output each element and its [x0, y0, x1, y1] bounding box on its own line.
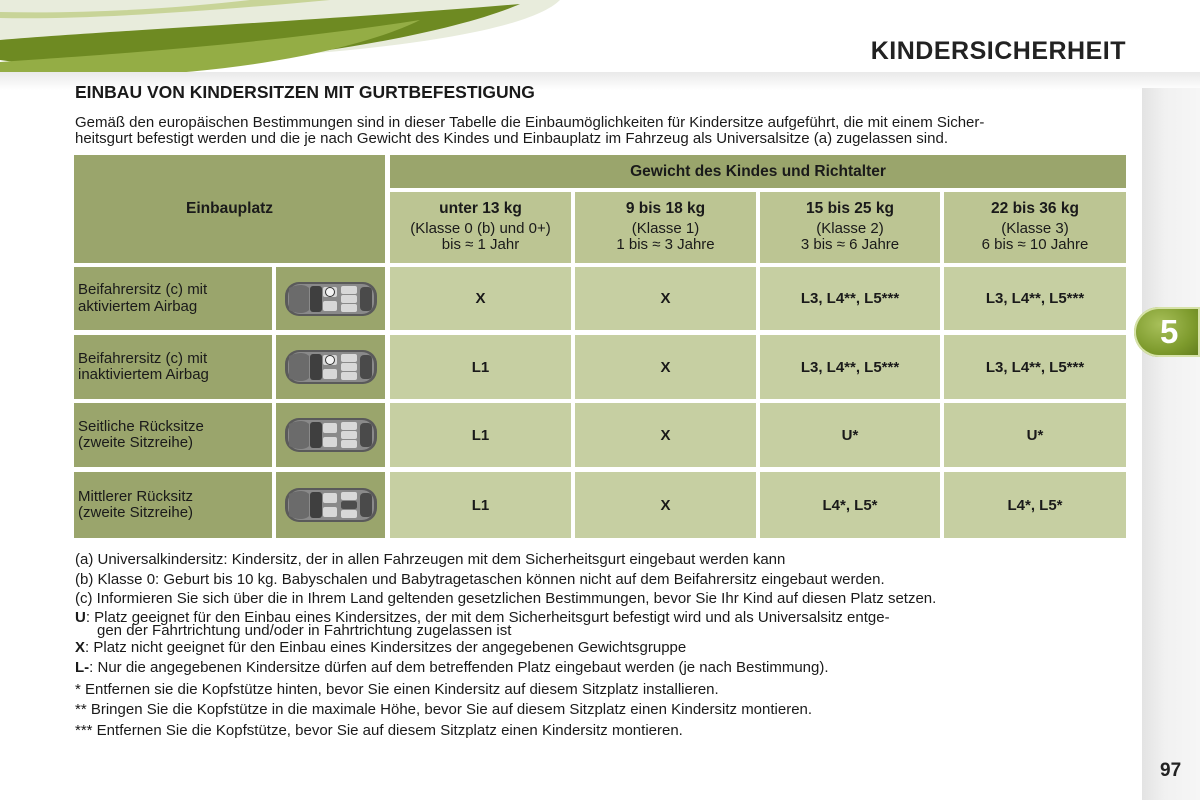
legend-key: U: [75, 608, 86, 626]
corner-header: Einbauplatz: [74, 155, 385, 263]
column-class: (Klasse 1): [631, 219, 700, 237]
row-label-line: Seitliche Rücksitze: [78, 417, 204, 435]
page-number: 97: [1160, 760, 1182, 781]
column-weight: 9 bis 18 kg: [625, 200, 706, 218]
star-note: * Entfernen sie die Kopfstütze hinten, bevor Sie einen Kindersitz auf diesem Sitzplatz installieren.: [75, 680, 719, 698]
table-cell: L3, L4**, L5***: [760, 335, 940, 399]
section-title: EINBAU VON KINDERSITZEN MIT GURTBEFESTIGUNG: [75, 82, 535, 102]
table-cell: L3, L4**, L5***: [760, 267, 940, 330]
table-cell: L3, L4**, L5***: [944, 335, 1126, 399]
row-label-line: Beifahrersitz (c) mit: [78, 281, 208, 298]
table-cell: U*: [760, 403, 940, 467]
legend-text: : Platz geeignet für den Einbau eines Kindersitzes, der mit dem Sicherheitsgurt befestigt wird und als Universalsitz entge-: [85, 608, 890, 626]
column-header: [575, 192, 756, 263]
table-cell: L1: [390, 472, 571, 538]
table-cell: X: [575, 267, 756, 330]
row-label: [74, 335, 272, 399]
table-cell: L4*, L5*: [944, 472, 1126, 538]
legend-key: X: [75, 639, 86, 656]
row-label: [74, 267, 272, 330]
legend-u: [75, 608, 1135, 639]
table-cell: X: [390, 267, 571, 330]
footnote-c: (c) Informieren Sie sich über die in Ihrem Land geltenden gesetzlichen Bestimmungen, bevor Sie Ihr Kind auf diesen Platz setzen.: [75, 590, 937, 607]
column-header: [760, 192, 940, 263]
footnotes: [75, 552, 1135, 743]
chapter-title: KINDERSICHERHEIT: [870, 37, 1126, 65]
table-cell: X: [575, 335, 756, 399]
chapter-tab[interactable]: [1134, 307, 1200, 357]
table-cell: L4*, L5*: [760, 472, 940, 538]
table-cell: X: [575, 472, 756, 538]
legend-text: : Nur die angegebenen Kindersitze dürfen auf dem betreffenden Platz eingebaut werden (je nach Bestimmung).: [89, 658, 829, 676]
column-class: (Klasse 2): [816, 219, 884, 237]
column-weight: 15 bis 25 kg: [806, 200, 894, 218]
intro-line: heitsgurt befestigt werden und die je nach Gewicht des Kindes und Einbauplatz im Fahrzeug als Universalsitze (a) zugelassen sind.: [75, 130, 948, 147]
column-age: bis ≈ 1 Jahr: [441, 236, 520, 254]
column-class: (Klasse 0 (b) und 0+): [410, 219, 551, 237]
row-label-line: Beifahrersitz (c) mit: [78, 349, 208, 367]
car-rear-side-seats-icon: [276, 403, 385, 467]
column-header: [390, 192, 571, 263]
row-label-line: inaktiviertem Airbag: [78, 366, 209, 383]
group-header: Gewicht des Kindes und Richtalter: [390, 155, 1126, 188]
footnote-a: (a) Universalkindersitz: Kindersitz, der in allen Fahrzeugen mit dem Sicherheitsgurt eingebaut werden kann: [75, 551, 786, 568]
column-age: 3 bis ≈ 6 Jahre: [800, 236, 900, 254]
legend-l: [75, 660, 1135, 676]
table-cell: L1: [390, 403, 571, 467]
table-cell: L1: [390, 335, 571, 399]
star-note: *** Entfernen Sie die Kopfstütze, bevor Sie auf diesem Sitzplatz einen Kindersitz montieren.: [75, 721, 683, 739]
chapter-strip: [1142, 88, 1200, 800]
row-label: [74, 403, 272, 467]
row-label-line: (zweite Sitzreihe): [78, 434, 194, 451]
legend-x: [75, 640, 1135, 656]
legend-key: L-: [75, 658, 90, 676]
column-weight: unter 13 kg: [439, 200, 522, 218]
column-age: 6 bis ≈ 10 Jahre: [981, 236, 1089, 254]
row-label-line: Mittlerer Rücksitz: [78, 487, 194, 505]
column-age: 1 bis ≈ 3 Jahre: [616, 236, 715, 254]
table-cell: X: [575, 403, 756, 467]
row-label-line: (zweite Sitzreihe): [78, 504, 194, 521]
row-label: [74, 472, 272, 538]
chapter-number: 5: [1160, 313, 1179, 350]
car-front-passenger-seat-icon: [276, 335, 385, 399]
car-rear-middle-seat-icon: [276, 472, 385, 538]
intro-line: Gemäß den europäischen Bestimmungen sind in dieser Tabelle die Einbaumöglichkeiten für Kindersitze aufgeführt, die mit einem Sicher-: [75, 114, 985, 131]
legend-text: gen der Fahrtrichtung und/oder in Fahrtrichtung zugelassen ist: [97, 621, 512, 639]
column-weight: 22 bis 36 kg: [991, 200, 1079, 218]
star-note: ** Bringen Sie die Kopfstütze in die maximale Höhe, bevor Sie auf diesem Sitzplatz einen Kindersitz montieren.: [75, 701, 813, 718]
star-notes: [75, 682, 1135, 739]
table-cell: U*: [944, 403, 1126, 467]
car-front-passenger-seat-icon: [276, 267, 385, 330]
table-cell: L3, L4**, L5***: [944, 267, 1126, 330]
footnote-b: (b) Klasse 0: Geburt bis 10 kg. Babyschalen und Babytragetaschen können nicht auf dem Beifahrersitz eingebaut werden.: [75, 570, 885, 588]
legend-text: : Platz nicht geeignet für den Einbau eines Kindersitzes der angegebenen Gewichtsgruppe: [85, 639, 687, 656]
column-header: [944, 192, 1126, 263]
intro-paragraph: [75, 115, 1130, 147]
child-seat-table: [74, 155, 1126, 538]
row-label-line: aktiviertem Airbag: [78, 297, 198, 315]
column-class: (Klasse 3): [1001, 219, 1069, 237]
